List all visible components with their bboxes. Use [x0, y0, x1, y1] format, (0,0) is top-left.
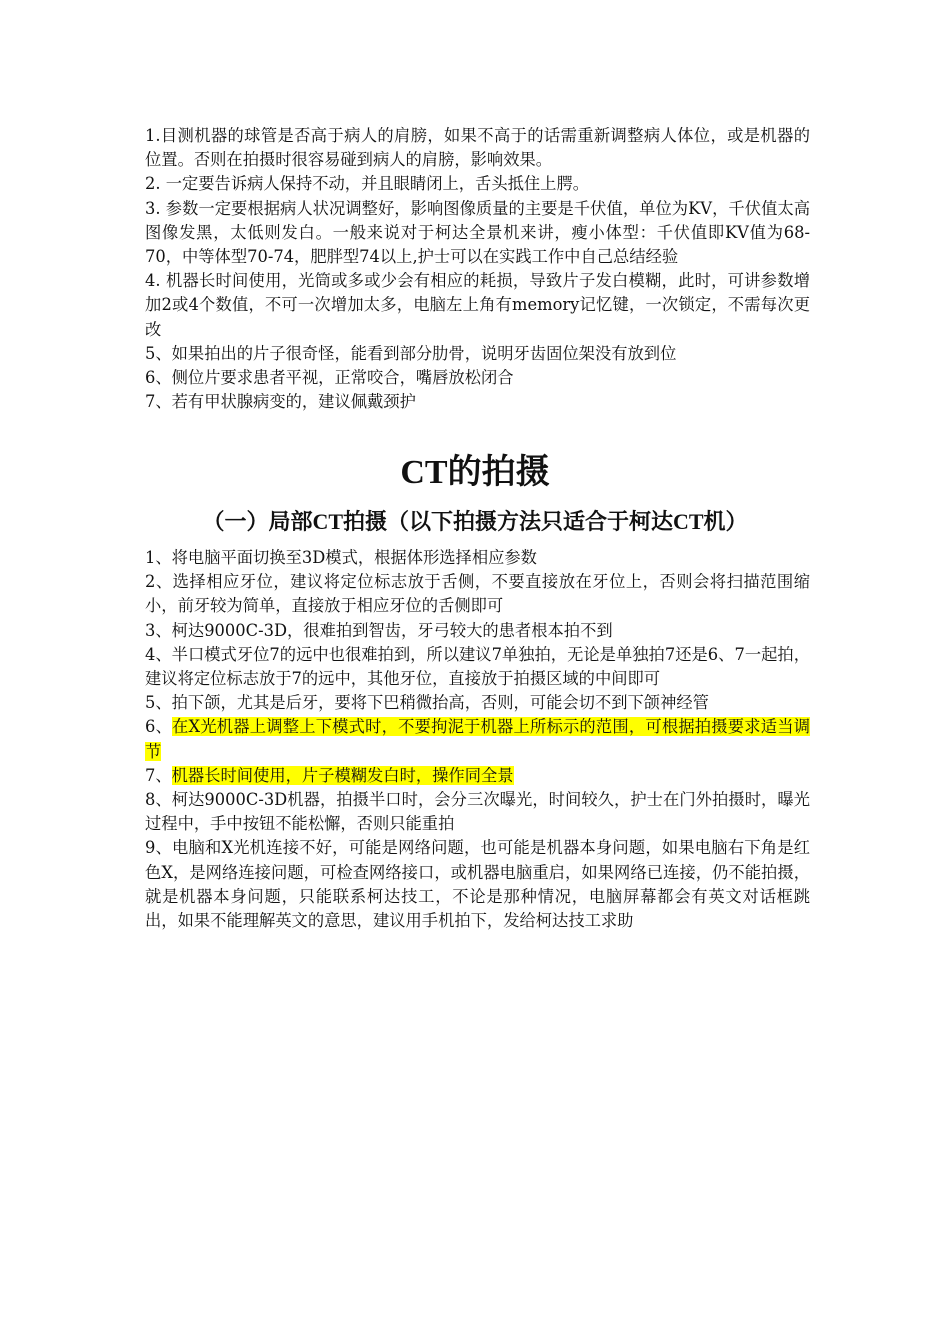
ct-item-1 [145, 546, 810, 570]
ct-item-text: 9、电脑和X光机连接不好，可能是网络问题，也可能是机器本身问题，如果电脑右下角是红色X，是网络连接问题，可检查网络接口，或机器电脑重启，如果网络已连接，仍不能拍摄，就是机器本身问题，只能联系柯达技工，不论是那种情况，电脑屏幕都会有英文对话框跳出，如果不能理解英文的意思，建议用手机拍下，发给柯达技工求助 [145, 838, 810, 931]
section-title: CT的拍摄 [400, 454, 550, 491]
ct-item-text: 3、柯达9000C-3D，很难拍到智齿，牙弓较大的患者根本拍不到 [145, 620, 613, 640]
intro-item-6: 6、侧位片要求患者平视，正常咬合，嘴唇放松闭合 [145, 368, 514, 388]
ct-item-4 [145, 643, 810, 691]
ct-item-7 [145, 764, 810, 788]
ct-item-text: 2、选择相应牙位，建议将定位标志放于舌侧，不要直接放在牙位上，否则会将扫描范围缩小，前牙较为简单，直接放于相应牙位的舌侧即可 [145, 572, 810, 616]
ct-item-9 [145, 836, 810, 933]
ct-item-text: 4、半口模式牙位7的远中也很难拍到，所以建议7单独拍，无论是单独拍7还是6、7一起拍，建议将定位标志放于7的远中，其他牙位，直接放于拍摄区域的中间即可 [145, 644, 810, 689]
intro-list [145, 124, 810, 414]
ct-item-text: 5、拍下颌，尤其是后牙，要将下巴稍微抬高，否则，可能会切不到下颌神经管 [145, 693, 709, 713]
ct-item-2 [145, 570, 810, 618]
intro-item-3: 3. 参数一定要根据病人状况调整好，影响图像质量的主要是千伏值，单位为KV，千伏值太高图像发黑，太低则发白。一般来说对于柯达全景机来讲，瘦小体型：千伏值即KV值为68-70，中等体型70-74，肥胖型74以上,护士可以在实践工作中自己总结经验 [145, 198, 810, 267]
intro-item-2: 2. 一定要告诉病人保持不动，并且眼睛闭上，舌头抵住上腭。 [145, 174, 590, 194]
ct-item-prefix: 7、 [145, 765, 172, 785]
intro-item-5: 5、如果拍出的片子很奇怪，能看到部分肋骨，说明牙齿固位架没有放到位 [145, 343, 677, 363]
ct-item-prefix: 6、 [145, 717, 173, 737]
intro-item-4: 4. 机器长时间使用，光筒或多或少会有相应的耗损，导致片子发白模糊，此时，可讲参数增加2或4个数值，不可一次增加太多，电脑左上角有memory记忆键，一次锁定，不需每次更改 [145, 271, 810, 339]
ct-item-5 [145, 691, 810, 715]
ct-item-highlighted-text: 机器长时间使用，片子模糊发白时，操作同全景 [171, 765, 514, 785]
intro-item-1: 1.目测机器的球管是否高于病人的肩膀，如果不高于的话需重新调整病人体位，或是机器的位置。否则在拍摄时很容易碰到病人的肩膀，影响效果。 [145, 126, 810, 170]
ct-item-6 [145, 715, 810, 763]
ct-item-text: 1、将电脑平面切换至3D模式，根据体形选择相应参数 [145, 548, 537, 567]
ct-item-highlighted-text: 在X光机器上调整上下模式时，不要拘泥于机器上所标示的范围，可根据拍摄要求适当调节 [145, 717, 810, 761]
intro-item-7: 7、若有甲状腺病变的，建议佩戴颈护 [145, 392, 416, 412]
ct-item-3 [145, 619, 810, 643]
ct-item-text: 8、柯达9000C-3D机器，拍摄半口时，会分三次曝光，时间较久，护士在门外拍摄时，曝光过程中，手中按钮不能松懈，否则只能重拍 [145, 790, 810, 834]
ct-list [145, 546, 810, 933]
ct-item-8 [145, 788, 810, 836]
subsection-title: （一）局部CT拍摄（以下拍摄方法只适合于柯达CT机） [202, 509, 748, 534]
